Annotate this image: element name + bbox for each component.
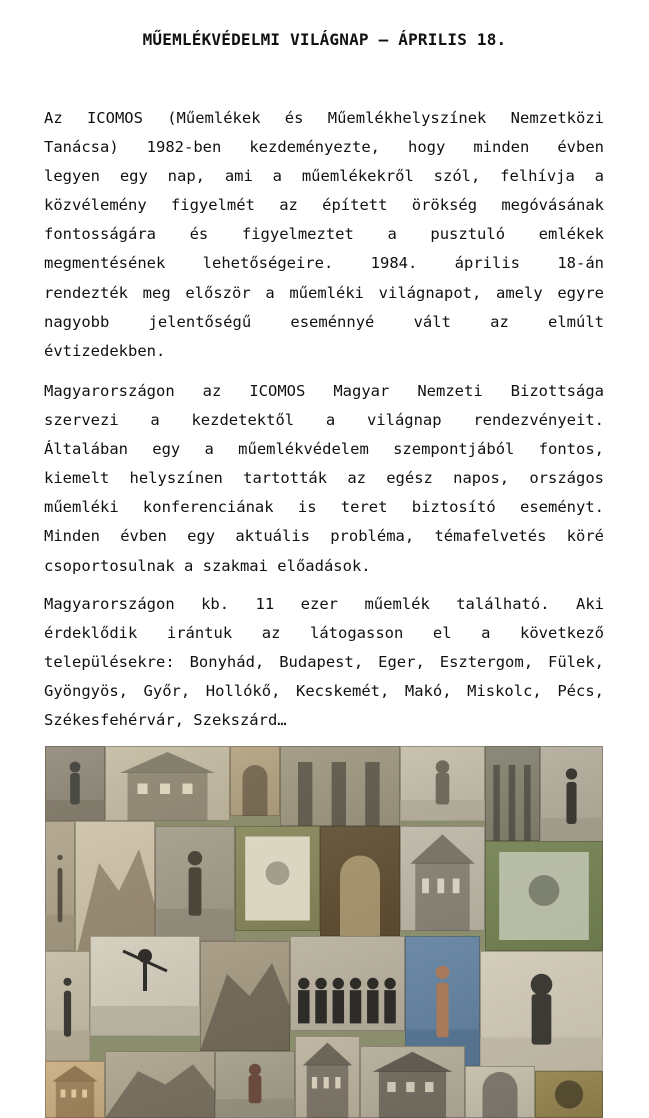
head-shape <box>350 978 361 989</box>
collage-photo-hill <box>200 941 290 1051</box>
photo-content <box>90 936 200 1036</box>
head-shape <box>188 851 202 865</box>
text-line: Magyarországon kb. 11 ezer műemlék található. Aki <box>44 595 604 613</box>
window-shape <box>425 1082 433 1092</box>
photo-content <box>320 826 400 936</box>
photo-content <box>45 1061 105 1118</box>
paragraph-1 <box>44 104 604 366</box>
body-shape <box>532 994 552 1044</box>
body-shape <box>384 990 396 1023</box>
subject-shape <box>266 861 290 885</box>
collage-photo-machine <box>535 1071 603 1118</box>
collage-photo-window <box>320 826 400 936</box>
photo-content <box>200 941 290 1051</box>
photo-content <box>465 1066 535 1118</box>
text-line: nagyobb jelentőségű eseménnyé vált az elmúlt <box>44 312 604 331</box>
window-shape <box>453 879 460 894</box>
text-line: csoportosulnak a szakmai előadások. <box>44 556 371 575</box>
wall-shape <box>307 1065 349 1118</box>
collage-photo-pillar <box>485 746 540 841</box>
photo-content <box>280 746 400 826</box>
photo-content <box>45 746 105 821</box>
text-line: Magyarországon az ICOMOS Magyar Nemzeti Bizottsága <box>44 382 604 400</box>
column-shape <box>332 762 346 826</box>
text-line: legyen egy nap, ami a műemlékekről szól, felhívja a <box>44 167 604 186</box>
body-shape <box>566 782 576 824</box>
head-shape <box>249 1064 261 1076</box>
head-shape <box>436 760 450 774</box>
photo-content <box>400 826 485 931</box>
head-shape <box>298 978 309 989</box>
photo-content <box>540 746 603 846</box>
wall-shape <box>128 772 208 821</box>
window-shape <box>160 784 170 795</box>
photo-content <box>485 841 603 951</box>
text-line: Az ICOMOS (Műemlékek és Műemlékhelyszínek Nemzetközi <box>44 109 604 127</box>
window-shape <box>71 1090 76 1098</box>
body-shape <box>70 773 80 805</box>
photo-content <box>45 821 75 951</box>
paragraph-2 <box>44 377 604 581</box>
collage-photo-statues <box>280 746 400 826</box>
body-shape <box>333 990 345 1023</box>
arch-shape <box>340 856 380 937</box>
head-shape <box>566 768 577 779</box>
window-shape <box>324 1077 329 1088</box>
head-shape <box>57 855 62 860</box>
ground-shape <box>90 1006 200 1036</box>
roof-shape <box>410 834 475 863</box>
collage-photo-tower <box>45 1061 105 1118</box>
collage-photo-frame <box>235 826 320 931</box>
photo-content <box>155 826 235 941</box>
photo-content <box>290 936 405 1031</box>
head-shape <box>384 978 395 989</box>
arch-shape <box>243 765 268 816</box>
photo-content <box>230 746 280 816</box>
collage-photo-mosque <box>400 826 485 931</box>
text-line: fontosságára és figyelmeztet a pusztuló emlékek <box>44 225 604 244</box>
body-shape <box>249 1075 262 1103</box>
window-shape <box>406 1082 414 1092</box>
ruin-shape <box>105 1064 215 1118</box>
photo-content <box>105 1051 215 1118</box>
subject-shape <box>529 875 560 906</box>
collage-photo-ruin <box>105 1051 215 1118</box>
window-shape <box>422 879 429 894</box>
collage-photo-person <box>540 746 603 846</box>
collage-photo-arch <box>230 746 280 816</box>
roof-shape <box>52 1066 98 1082</box>
page-title: MŰEMLÉKVÉDELMI VILÁGNAP – ÁPRILIS 18. <box>142 30 507 49</box>
collage-photo-person <box>215 1051 295 1118</box>
head-shape <box>367 978 378 989</box>
collage-photo-figure <box>400 746 485 821</box>
collage-photo-arch <box>465 1066 535 1118</box>
collage-photo-group <box>290 936 405 1031</box>
photo-content <box>215 1051 295 1118</box>
photo-content <box>485 746 540 841</box>
wall-shape <box>56 1081 94 1118</box>
text-line: közvélemény figyelmét az épített örökség megóvásának <box>44 196 604 215</box>
window-shape <box>387 1082 395 1092</box>
collage-photo-person <box>45 821 75 951</box>
wall-shape <box>379 1071 446 1118</box>
photo-content <box>400 746 485 821</box>
window-shape <box>138 784 148 795</box>
text-line: Minden évben egy aktuális probléma, témafelvetés köré <box>44 527 604 546</box>
text-line: műemléki konferenciának is teret biztosító eseményt. <box>44 498 604 517</box>
photo-content <box>105 746 230 821</box>
collage-photo-frame <box>485 841 603 951</box>
body-shape <box>350 990 362 1023</box>
window-shape <box>61 1090 66 1098</box>
head-shape <box>531 974 553 996</box>
collage-photo-person <box>45 951 90 1061</box>
wall-shape <box>415 863 469 931</box>
text-line: Általában egy a műemlékvédelem szempontjából fontos, <box>44 440 604 459</box>
arch-shape <box>483 1072 518 1118</box>
collage-photo-building <box>105 746 230 821</box>
ruin-shape <box>200 963 290 1051</box>
head-shape <box>315 978 326 989</box>
roof-shape <box>120 752 215 773</box>
photo-content <box>235 826 320 931</box>
collage-photo-jump <box>90 936 200 1036</box>
photo-content <box>480 951 603 1071</box>
text-line: Tanácsa) 1982-ben kezdeményezte, hogy minden évben <box>44 138 604 157</box>
collage-photo-figure <box>155 826 235 941</box>
photo-content <box>535 1071 603 1118</box>
collage-photo-building <box>295 1036 360 1118</box>
body-shape <box>367 990 379 1023</box>
text-line: szervezi a kezdetektől a világnap rendezvényeit. <box>44 411 604 430</box>
text-line: rendezték meg először a műemléki világnapot, amely egyre <box>44 283 604 302</box>
body-shape <box>64 991 71 1037</box>
body-shape <box>437 983 449 1038</box>
text-line: kiemelt helyszínen tartották az egész napos, országos <box>44 469 604 488</box>
text-line: érdeklődik irántuk az látogasson el a következő <box>44 624 604 643</box>
text-line: Gyöngyös, Győr, Hollókő, Kecskemét, Makó, Miskolc, Pécs, <box>44 682 604 701</box>
collage-photo-person <box>45 746 105 821</box>
window-shape <box>82 1090 87 1098</box>
photo-content <box>360 1046 465 1118</box>
body-shape <box>189 867 202 915</box>
head-shape <box>436 966 450 980</box>
column-shape <box>509 765 516 841</box>
window-shape <box>312 1077 317 1088</box>
photo-content <box>295 1036 360 1118</box>
gear-shape <box>555 1080 583 1108</box>
text-line: évtizedekben. <box>44 341 166 360</box>
body-shape <box>58 868 63 923</box>
head-shape <box>333 978 344 989</box>
head-shape <box>70 762 81 773</box>
column-shape <box>298 762 312 826</box>
photo-content <box>45 951 90 1061</box>
window-shape <box>183 784 193 795</box>
window-shape <box>437 879 444 894</box>
text-line: településekre: Bonyhád, Budapest, Eger, Esztergom, Fülek, <box>44 653 604 672</box>
text-line: Székesfehérvár, Szekszárd… <box>44 711 287 730</box>
collage-photo-person <box>480 951 603 1071</box>
text-line: megmentésének lehetőségeire. 1984. április 18-án <box>44 254 604 273</box>
column-shape <box>365 762 379 826</box>
collage-photo-building <box>360 1046 465 1118</box>
body-shape <box>315 990 327 1023</box>
roof-shape <box>373 1052 453 1072</box>
photo-collage <box>45 746 603 1118</box>
paragraph-3 <box>44 590 604 735</box>
column-shape <box>524 765 531 841</box>
window-shape <box>335 1077 340 1088</box>
roof-shape <box>303 1043 352 1066</box>
body-shape <box>298 990 310 1023</box>
head-shape <box>63 978 71 986</box>
body-shape <box>436 773 450 805</box>
column-shape <box>493 765 500 841</box>
